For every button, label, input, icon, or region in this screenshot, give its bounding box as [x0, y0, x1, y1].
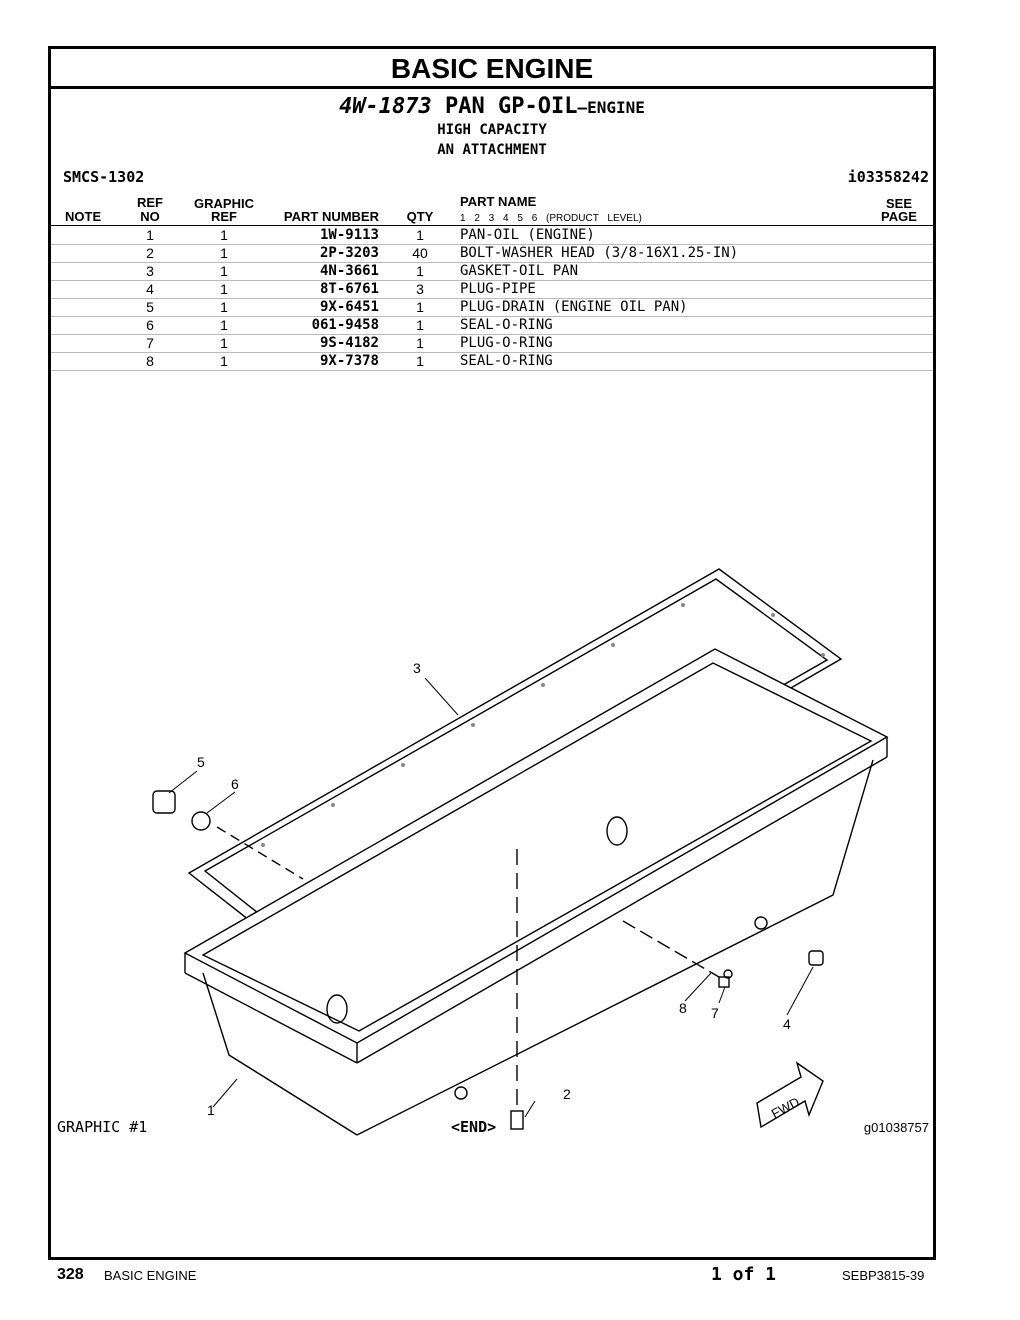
footer-doc-id: SEBP3815-39 [842, 1268, 925, 1283]
part-name: PLUG-DRAIN (ENGINE OIL PAN) [460, 299, 688, 315]
qty: 1 [416, 317, 424, 333]
ref-no: 3 [146, 263, 154, 279]
ref-no: 1 [146, 227, 154, 243]
info-id: i03358242 [847, 168, 929, 186]
graphic-ref: 1 [220, 245, 228, 261]
ref-no: 8 [146, 353, 154, 369]
ref-no: 5 [146, 299, 154, 315]
group-title [51, 93, 933, 122]
group-suffix: —ENGINE [577, 98, 645, 117]
graphic-ref: 1 [220, 335, 228, 351]
header-part-name: PART NAME [460, 194, 537, 209]
callout-7: 7 [711, 1005, 719, 1021]
callout-3: 3 [413, 660, 421, 676]
forward-arrow-icon [757, 1063, 823, 1127]
table-row[interactable] [51, 316, 933, 335]
part-name: BOLT-WASHER HEAD (3/8-16X1.25-IN) [460, 245, 739, 261]
graphic-ref: 1 [220, 227, 228, 243]
part-number[interactable]: 9X-6451 [319, 299, 379, 315]
ref-no: 7 [146, 335, 154, 351]
footer-page-number: 328 [57, 1266, 84, 1283]
graphic-ref: 1 [220, 353, 228, 369]
header-ref-top: REF [137, 195, 163, 210]
header-part-number: PART NUMBER [283, 209, 379, 224]
table-row[interactable] [51, 352, 933, 371]
callout-6: 6 [231, 776, 239, 792]
smcs-code: SMCS-1302 [63, 168, 145, 186]
header-note: NOTE [65, 209, 102, 224]
header-see-bottom: PAGE [881, 209, 917, 224]
qty: 3 [416, 281, 424, 297]
table-row[interactable] [51, 298, 933, 317]
callout-2: 2 [563, 1086, 571, 1102]
graphic-ref: 1 [220, 317, 228, 333]
part-number[interactable]: 8T-6761 [319, 281, 379, 297]
callout-5: 5 [197, 754, 205, 770]
oil-pan-exploded-diagram [133, 515, 873, 1122]
callout-8: 8 [679, 1000, 687, 1016]
graphic-ref: 1 [220, 263, 228, 279]
header-graphic-top: GRAPHIC [194, 196, 254, 211]
ref-no: 6 [146, 317, 154, 333]
qty: 1 [416, 299, 424, 315]
header-graphic-bottom: REF [211, 209, 237, 224]
end-label: <END> [451, 1118, 497, 1136]
header-product-levels: 1 2 3 4 5 6 (PRODUCT LEVEL) [460, 213, 642, 224]
part-name: SEAL-O-RING [460, 317, 553, 333]
part-name: PAN-OIL (ENGINE) [460, 227, 595, 243]
qty: 1 [416, 227, 424, 243]
table-row[interactable] [51, 334, 933, 353]
graphic-ref: 1 [220, 299, 228, 315]
ref-no: 4 [146, 281, 154, 297]
table-row[interactable] [51, 226, 933, 245]
table-row[interactable] [51, 262, 933, 281]
fwd-label: FWD [768, 1094, 802, 1122]
part-number[interactable]: 2P-3203 [319, 245, 379, 261]
part-name: GASKET-OIL PAN [460, 263, 579, 279]
qty: 1 [416, 353, 424, 369]
part-number[interactable]: 1W-9113 [319, 227, 379, 243]
header-see-top: SEE [885, 196, 912, 211]
graphic-ref: 1 [220, 281, 228, 297]
callout-4: 4 [783, 1016, 791, 1032]
group-subline-2: AN ATTACHMENT [437, 142, 547, 158]
footer-page-count: 1 of 1 [711, 1264, 777, 1285]
section-title: BASIC ENGINE [51, 49, 933, 89]
part-number[interactable]: 9S-4182 [319, 335, 379, 351]
table-row[interactable] [51, 280, 933, 299]
callout-1: 1 [207, 1102, 215, 1118]
part-number[interactable]: 4N-3661 [319, 263, 379, 279]
qty: 1 [416, 335, 424, 351]
footer-section: BASIC ENGINE [104, 1268, 197, 1283]
qty: 1 [416, 263, 424, 279]
part-number[interactable]: 061-9458 [311, 317, 379, 333]
part-name: SEAL-O-RING [460, 353, 553, 369]
group-part-number[interactable]: 4W-1873 [339, 94, 432, 119]
graphic-id: g01038757 [863, 1120, 929, 1135]
table-row[interactable] [51, 244, 933, 263]
ref-no: 2 [146, 245, 154, 261]
group-name: PAN GP-OIL [445, 94, 578, 119]
page-frame [48, 46, 936, 1260]
qty: 40 [412, 245, 428, 261]
group-subline-1: HIGH CAPACITY [437, 122, 547, 138]
part-number[interactable]: 9X-7378 [319, 353, 379, 369]
header-qty: QTY [406, 209, 434, 224]
part-name: PLUG-O-RING [460, 335, 553, 351]
header-ref-bottom: NO [140, 209, 160, 224]
graphic-label: GRAPHIC #1 [57, 1118, 148, 1136]
part-name: PLUG-PIPE [460, 281, 536, 297]
